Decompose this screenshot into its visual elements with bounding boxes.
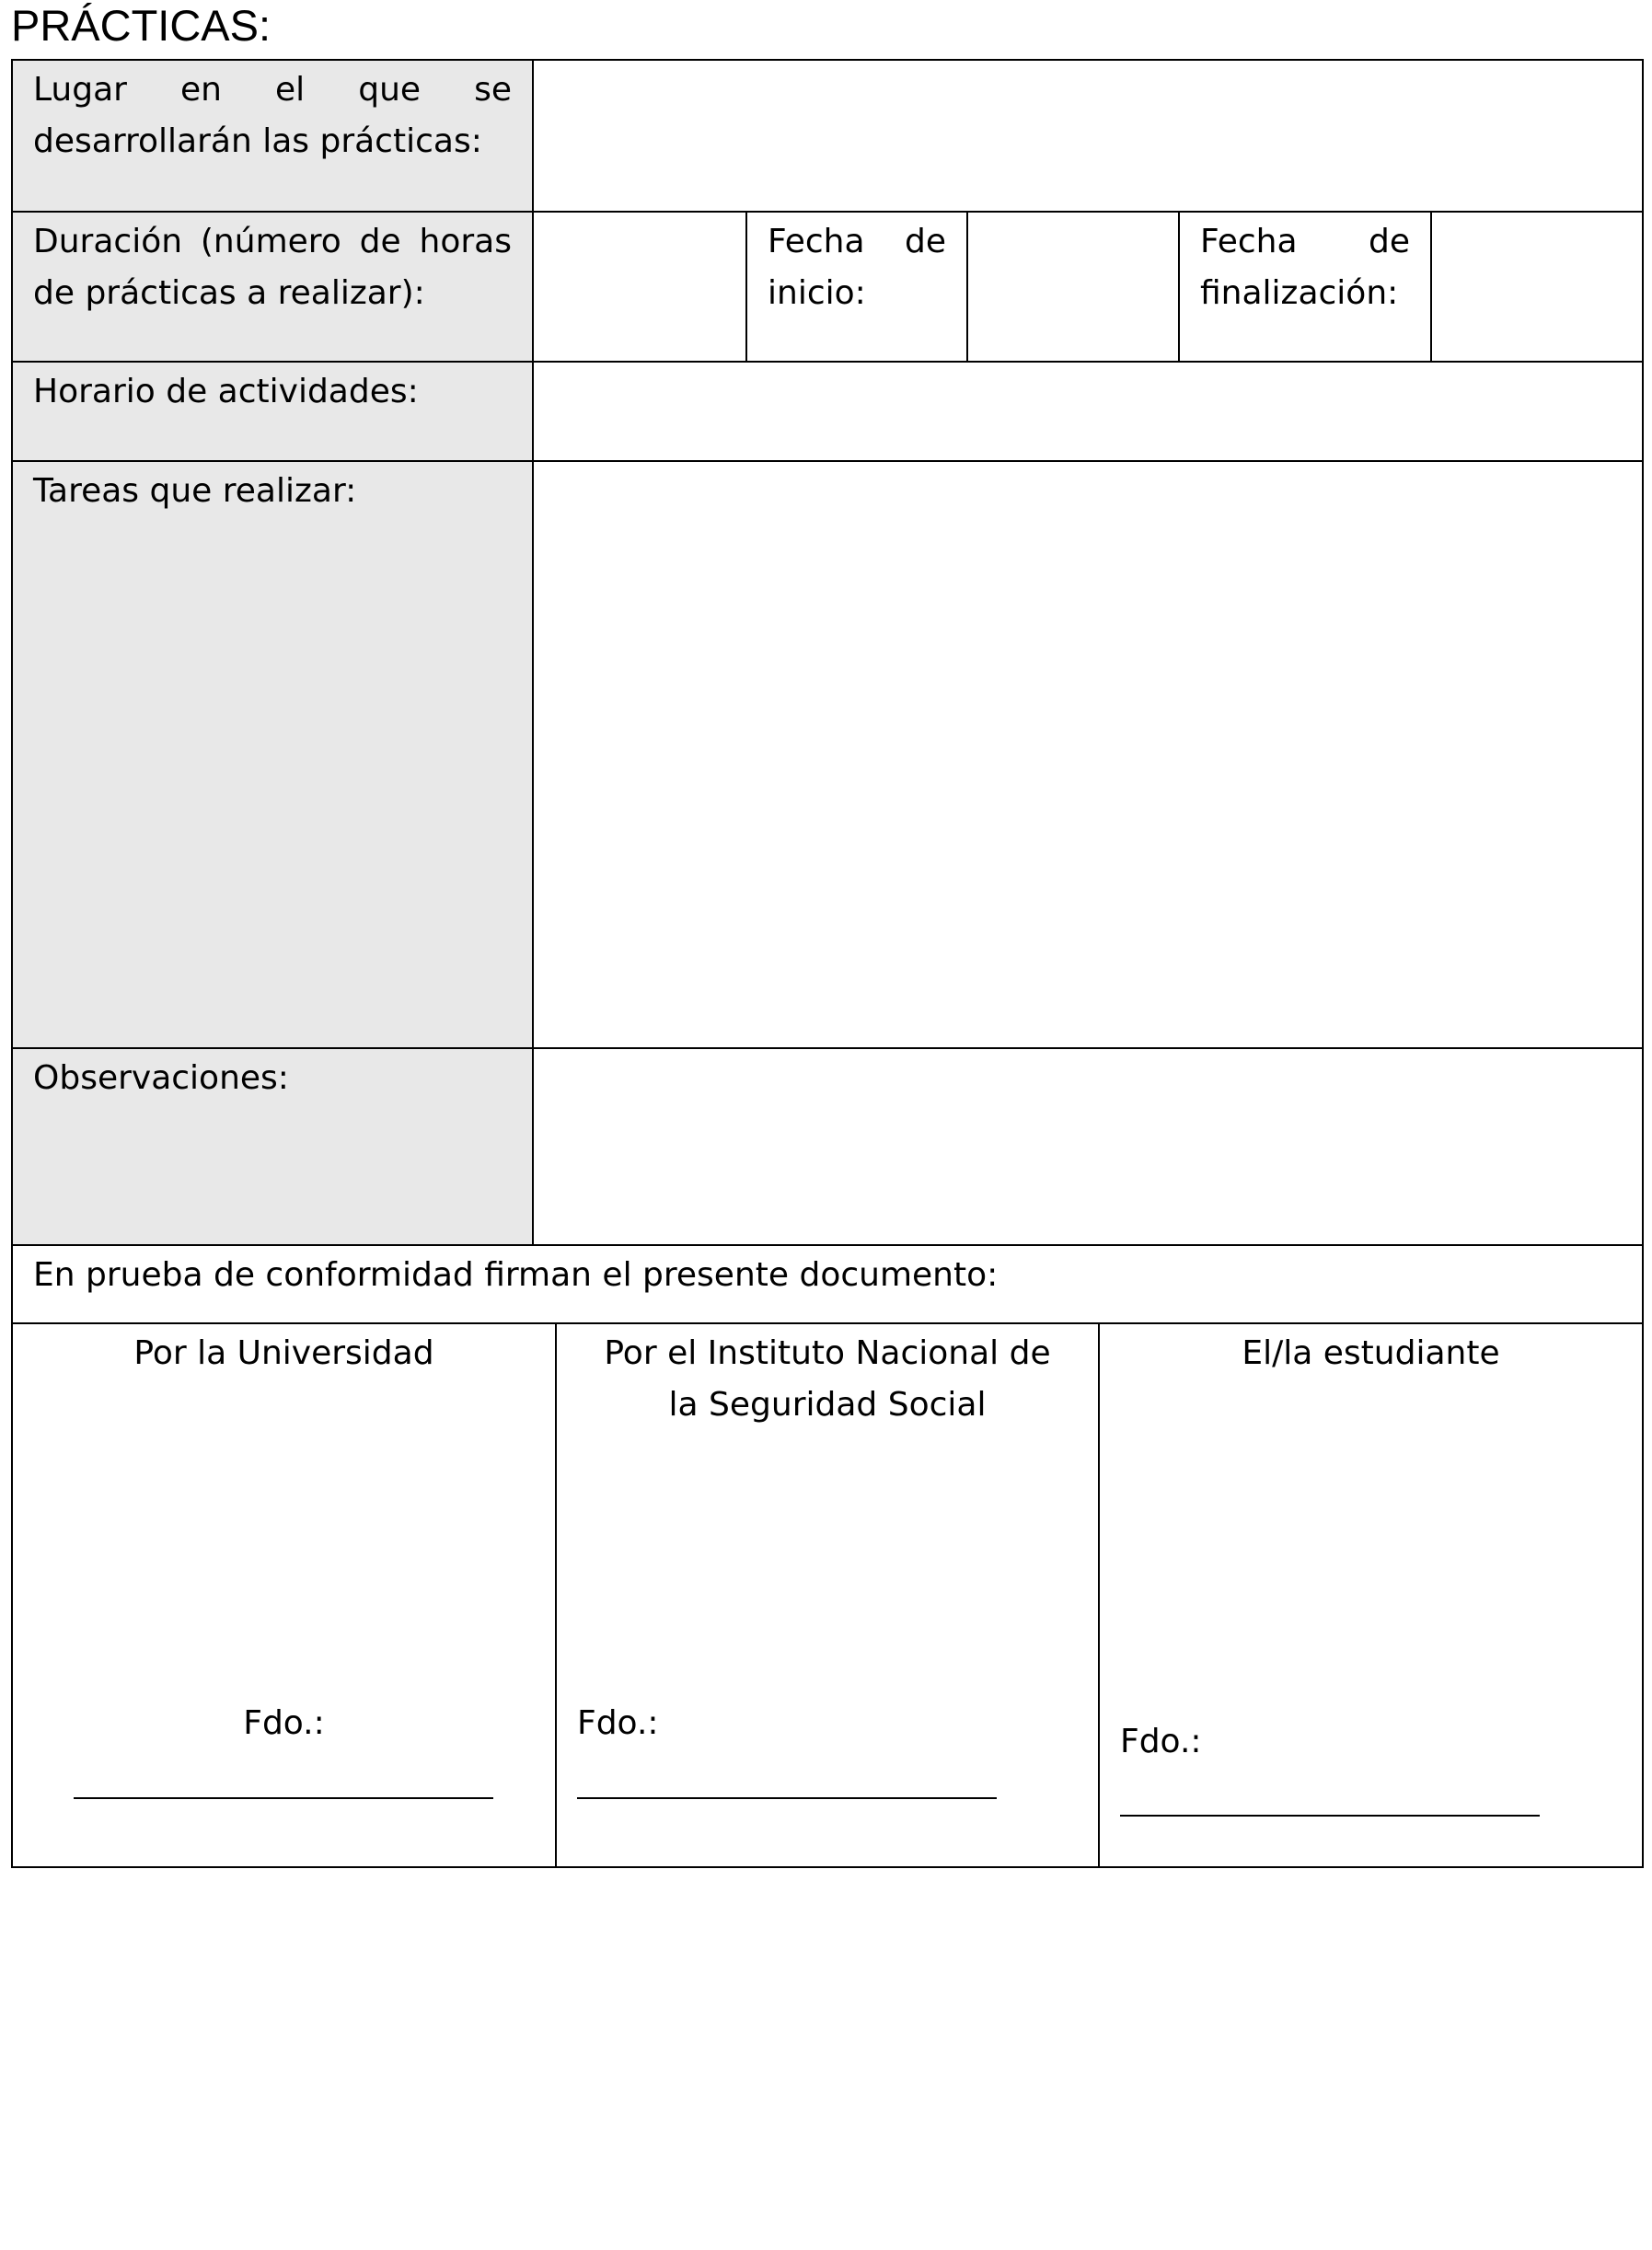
university-label: Por la Universidad (133, 1334, 434, 1372)
place-input-cell[interactable] (533, 60, 1643, 212)
institute-label-line2: la Seguridad Social (668, 1386, 987, 1424)
tasks-row (12, 461, 1643, 1048)
duration-label-line2: de prácticas a realizar): (33, 274, 425, 312)
university-signature-cell[interactable] (12, 1323, 556, 1867)
start-date-label-cell (746, 212, 967, 362)
student-signature-cell[interactable] (1099, 1323, 1643, 1867)
schedule-label: Horario de actividades: (33, 373, 419, 410)
end-date-label-line2: finalización: (1200, 274, 1399, 312)
tasks-input-cell[interactable] (533, 461, 1643, 1048)
schedule-label-cell (12, 362, 533, 461)
observations-input-cell[interactable] (533, 1048, 1643, 1245)
institute-label-line1: Por el Instituto Nacional de (604, 1334, 1051, 1372)
duration-label-line1: Duración (número de horas (33, 223, 512, 260)
place-row (12, 60, 1643, 212)
duration-row (12, 212, 1643, 362)
place-label-line1: Lugar en el que se (33, 71, 512, 109)
observations-label-cell (12, 1048, 533, 1245)
end-date-label-cell (1179, 212, 1431, 362)
schedule-input-cell[interactable] (533, 362, 1643, 461)
signature-table (11, 1322, 1644, 1868)
end-date-label-line1: Fecha de (1200, 223, 1410, 260)
institute-signed-label: Fdo.: (577, 1704, 659, 1742)
start-date-label-line2: inicio: (768, 274, 866, 312)
page-title: PRÁCTICAS: (11, 1, 271, 50)
agreement-text: En prueba de conformidad firman el presente documento: (33, 1256, 999, 1294)
tasks-label-cell (12, 461, 533, 1048)
signature-row (12, 1323, 1643, 1867)
end-date-input-cell[interactable] (1431, 212, 1643, 362)
student-label: El/la estudiante (1242, 1334, 1500, 1372)
institute-label (557, 1324, 1098, 1431)
student-signed-label: Fdo.: (1120, 1723, 1202, 1760)
tasks-label: Tareas que realizar: (33, 472, 357, 510)
internship-form-table (11, 59, 1644, 1324)
university-signature-line (74, 1797, 493, 1799)
institute-signature-line (577, 1797, 997, 1799)
university-signed-label: Fdo.: (243, 1704, 325, 1742)
agreement-row (12, 1245, 1643, 1323)
schedule-row (12, 362, 1643, 461)
duration-input-cell[interactable] (533, 212, 746, 362)
student-signature-line (1120, 1815, 1540, 1817)
observations-row (12, 1048, 1643, 1245)
duration-label-cell (12, 212, 533, 362)
institute-signature-cell[interactable] (556, 1323, 1099, 1867)
agreement-cell (12, 1245, 1643, 1323)
place-label-cell (12, 60, 533, 212)
observations-label: Observaciones: (33, 1059, 289, 1097)
start-date-label-line1: Fecha de (768, 223, 946, 260)
place-label-line2: desarrollarán las prácticas: (33, 122, 482, 160)
start-date-input-cell[interactable] (967, 212, 1179, 362)
